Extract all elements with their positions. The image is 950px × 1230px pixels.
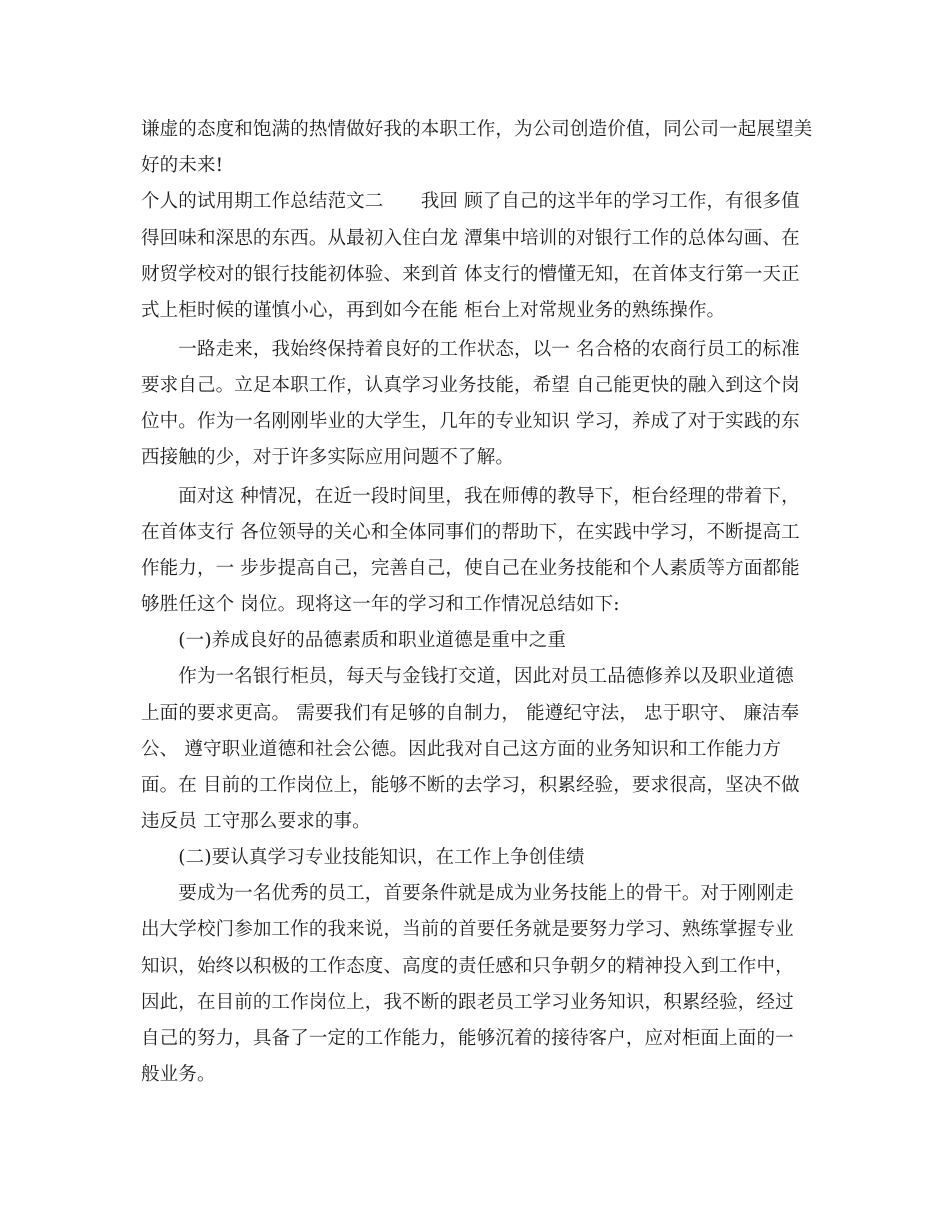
text-line: 作能力，一 步步提高自己，完善自己，使自己在业务技能和个人素质等方面都能 bbox=[141, 558, 800, 579]
text-line: 上面的要求更高。 需要我们有足够的自制力， 能遵纪守法， 忠于职守、 廉洁奉 bbox=[141, 703, 800, 724]
text-line: 般业务。 bbox=[141, 1064, 216, 1085]
text-line: 好的未来! bbox=[141, 155, 224, 176]
text-line: 面对这 种情况，在近一段时间里，我在师傅的教导下，柜台经理的带着下， bbox=[141, 486, 800, 507]
text-line: 财贸学校对的银行技能初体验、来到首 体支行的懵懂无知，在首体支行第一天正 bbox=[141, 264, 800, 285]
text-line: 面。在 目前的工作岗位上，能够不断的去学习，积累经验，要求很高，坚决不做 bbox=[141, 775, 800, 796]
text-line: 位中。作为一名刚刚毕业的大学生，几年的专业知识 学习，养成了对于实践的东 bbox=[141, 411, 800, 432]
text-line: 因此，在目前的工作岗位上，我不断的跟老员工学习业务知识，积累经验，经过 bbox=[141, 992, 794, 1013]
text-line: 出大学校门参加工作的我来说，当前的首要任务就是要努力学习、熟练掌握专业 bbox=[141, 919, 794, 940]
text-line: 谦虚的态度和饱满的热情做好我的本职工作，为公司创造价值，同公司一起展望美 bbox=[141, 119, 813, 140]
section-heading: (一)养成良好的品德素质和职业道德是重中之重 bbox=[141, 630, 567, 651]
text-line: 式上柜时候的谨慎小心，再到如今在能 柜台上对常规业务的熟练操作。 bbox=[141, 300, 726, 321]
text-line: 够胜任这个 岗位。现将这一年的学习和工作情况总结如下: bbox=[141, 594, 620, 615]
text-line: 知识，始终以积极的工作态度、高度的责任感和只争朝夕的精神投入到工作中， bbox=[141, 956, 794, 977]
section-heading: (二)要认真学习专业技能知识，在工作上争创佳绩 bbox=[141, 847, 585, 868]
text-line: 西接触的少，对于许多实际应用问题不了解。 bbox=[141, 447, 515, 468]
text-line: 要求自己。立足本职工作，认真学习业务技能，希望 自己能更快的融入到这个岗 bbox=[141, 375, 800, 396]
text-line: 个人的试用期工作总结范文二 我回 顾了自己的这半年的学习工作，有很多值 bbox=[141, 191, 800, 212]
text-line: 自己的努力，具备了一定的工作能力，能够沉着的接待客户，应对柜面上面的一 bbox=[141, 1028, 794, 1049]
text-line: 公、 遵守职业道德和社会公德。因此我对自己这方面的业务知识和工作能力方 bbox=[141, 739, 782, 760]
text-line: 作为一名银行柜员，每天与金钱打交道，因此对员工品德修养以及职业道德 bbox=[141, 666, 794, 687]
text-line: 违反员 工守那么要求的事。 bbox=[141, 811, 371, 832]
text-line: 一路走来，我始终保持着良好的工作状态，以一 名合格的农商行员工的标准 bbox=[141, 339, 800, 360]
text-line: 得回味和深思的东西。从最初入住白龙 潭集中培训的对银行工作的总体勾画、在 bbox=[141, 228, 800, 249]
text-line: 在首体支行 各位领导的关心和全体同事们的帮助下，在实践中学习，不断提高工 bbox=[141, 522, 800, 543]
text-line: 要成为一名优秀的员工，首要条件就是成为业务技能上的骨干。对于刚刚走 bbox=[141, 883, 794, 904]
